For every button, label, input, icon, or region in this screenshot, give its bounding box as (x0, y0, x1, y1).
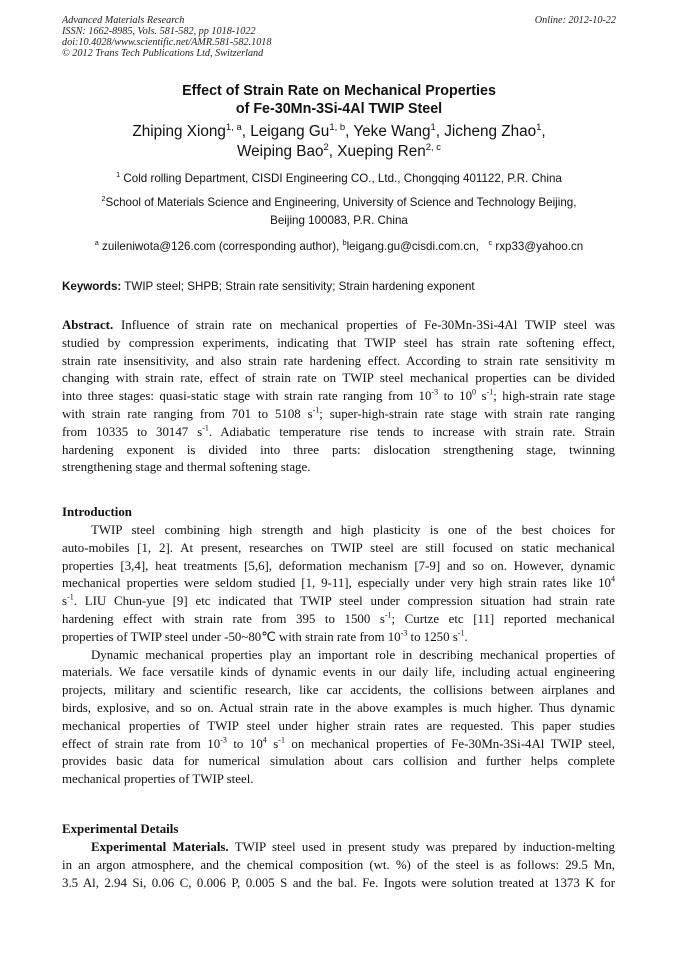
text: to 10 (226, 736, 263, 751)
online-date: Online: 2012-10-22 (534, 15, 616, 26)
abstract-line: strengthening stage and thermal softening stage. (62, 460, 311, 475)
text: s (62, 594, 68, 609)
author-name: Zhiping Xiong (132, 123, 226, 140)
text: TWIP steel used in present study was prepared by induction-melting (228, 840, 615, 854)
author-mark: 2 (323, 141, 329, 153)
exp-line (62, 839, 615, 857)
intro-line (62, 611, 615, 629)
author-mark: 1, b (329, 121, 346, 133)
text: -3 (400, 628, 408, 638)
abstract-label: Abstract. (62, 318, 114, 332)
exp-line: 3.5 Al, 2.94 Si, 0.06 C, 0.006 P, 0.005 S and the bal. Fe. Ingots were solution treated at 1373 K for (62, 875, 615, 890)
affiliation-mark: 1 (116, 170, 121, 180)
introduction-body (62, 522, 615, 789)
paper-title (0, 82, 678, 118)
intro-line: materials. We face versatile kinds of dynamic events in our daily life, including actual engineering (62, 665, 615, 680)
author-name: Yeke Wang (353, 123, 431, 140)
text: -3 (431, 387, 439, 397)
introduction-heading: Introduction (62, 505, 132, 519)
text: -1 (67, 592, 74, 602)
author-mark: 1 (536, 121, 542, 133)
author-line-1: Zhiping Xiong$^{1, a}$, Leigang Gu$^{1, b}$, Yeke Wang$^1$, Jicheng Zhao$^1$, (132, 121, 546, 140)
email-a[interactable]: zuileniwota@126.com (corresponding author), (102, 240, 340, 253)
title-line-2: of Fe-30Mn-3Si-4Al TWIP Steel (235, 101, 443, 117)
author-mark: 1, a (225, 121, 242, 133)
email-mark: a (94, 238, 99, 248)
intro-line: Dynamic mechanical properties play an important role in describing mechanical properties of (91, 647, 615, 662)
text: -3 (220, 735, 227, 745)
author-mark: 2, c (425, 141, 441, 153)
text: 4 (611, 575, 615, 585)
text: from 10335 to 30147 s (62, 424, 203, 439)
text: 0 (472, 387, 477, 397)
intro-line: properties [3,4], heat treatments [5,6], deformation mechanism [7-9] and so on. However, dynamic (62, 558, 615, 573)
text: properties of TWIP steel under -50~80℃ with strain rate from 10 (62, 629, 401, 644)
author-name: Weiping Bao (237, 143, 324, 160)
author-name: Leigang Gu (250, 123, 330, 140)
email-mark: b (342, 238, 347, 248)
subheading: Experimental Materials. (91, 840, 229, 854)
text: -1 (486, 387, 494, 397)
intro-line: mechanical properties of TWIP steel. (62, 772, 254, 787)
text: . (464, 629, 468, 644)
text: mechanical properties were seldom studied [1, 9-11], especially under very high strain rates like 10 (62, 576, 611, 591)
text: s (266, 736, 279, 751)
text: . Adiabatic temperature rise tends to increase with strain rate. Strain (208, 424, 615, 439)
author-line-2: Weiping Bao$^2$, Xueping Ren$^{2, c}$ (237, 141, 441, 160)
affiliation-1 (0, 170, 678, 188)
text: to 10 (438, 389, 473, 404)
text: into three stages: quasi-static stage with strain rate ranging from 10 (62, 389, 432, 404)
keywords-text: TWIP steel; SHPB; Strain rate sensitivity; Strain hardening exponent (124, 280, 475, 293)
affiliation-2 (0, 194, 678, 230)
email-line (0, 238, 678, 256)
intro-line: projects, military and scientific research, like car accidents, the collisions between airplanes and (62, 683, 615, 698)
abstract-line: studied by compression experiments, indicating that TWIP steel has strain rate softening effect, (62, 335, 615, 350)
intro-line: provides basic data for numerical simulation about cars collision and further helps complete (62, 754, 615, 769)
intro-line (62, 629, 615, 647)
text: -1 (384, 610, 392, 620)
abstract-line: changing with strain rate, effect of strain rate on TWIP steel mechanical properties can be divided (62, 371, 615, 386)
text: s (476, 389, 487, 404)
exp-line: in an argon atmosphere, and the chemical composition (wt. %) of the steel is as follows: 29.5 Mn, (62, 857, 615, 872)
text: ; Curtze etc [11] reported mechanical (391, 611, 615, 626)
email-mark: c (488, 238, 493, 248)
abstract-line (62, 406, 615, 424)
journal-header (62, 15, 271, 59)
keywords (62, 280, 475, 293)
abstract-line: hardening exponent is divided into three parts: dislocation strengthening stage, twinning (62, 442, 615, 457)
abstract-line (62, 317, 615, 335)
affiliation-text: Cold rolling Department, CISDI Engineering CO., Ltd., Chongqing 401122, P.R. China (123, 172, 562, 185)
intro-line (62, 593, 615, 611)
email-c[interactable]: rxp33@yahoo.cn (495, 240, 584, 253)
author-name: Jicheng Zhao (444, 123, 537, 140)
text: effect of strain rate from 10 (62, 736, 221, 751)
text: on mechanical properties of Fe-30Mn-3Si-4Al TWIP steel, (284, 736, 615, 751)
text: Influence of strain rate on mechanical properties of Fe-30Mn-3Si-4Al TWIP steel was (120, 318, 615, 332)
email-b[interactable]: leigang.gu@cisdi.com.cn, (346, 240, 479, 253)
title-line-1: Effect of Strain Rate on Mechanical Properties (182, 83, 496, 99)
affiliation-mark: 2 (101, 194, 106, 204)
text: hardening effect with strain rate from 395 to 1500 s (62, 611, 385, 626)
intro-line: birds, explosive, and so on. Actual strain rate in the above examples is much higher. Thus dynamic (62, 700, 615, 715)
copyright: © 2012 Trans Tech Publications Ltd, Switzerland (62, 48, 264, 59)
affiliation-text: Beijing 100083, P.R. China (270, 214, 408, 227)
journal-name: Advanced Materials Research (62, 15, 185, 26)
abstract-line: strain rate insensitivity, and also strain rate hardening effect. According to strain rate sensitivity m (62, 353, 615, 368)
intro-line (62, 575, 615, 593)
doi[interactable]: doi:10.4028/www.scientific.net/AMR.581-582.1018 (62, 37, 272, 48)
abstract-line (62, 388, 615, 406)
text: ; super-high-strain rate stage with strain rate ranging (319, 406, 616, 421)
author-name: Xueping Ren (337, 143, 426, 160)
experimental-heading: Experimental Details (62, 822, 179, 836)
abstract (62, 317, 615, 477)
text: 4 (262, 735, 267, 745)
intro-line: TWIP steel combining high strength and high plasticity is one of the best choices for (91, 523, 615, 537)
intro-line: auto-mobiles [1, 2]. At present, researches on TWIP steel are still focused on static mechanical (62, 540, 615, 555)
text: -1 (278, 735, 285, 745)
text: to 1250 s (407, 629, 458, 644)
text: -1 (312, 405, 320, 415)
abstract-line (62, 424, 615, 442)
intro-line (62, 736, 615, 754)
text: . LIU Chun-yue [9] etc indicated that TWIP steel under compression situation had strain rate (73, 594, 615, 609)
issn: ISSN: 1662-8985, Vols. 581-582, pp 1018-1022 (62, 26, 256, 37)
experimental-body (62, 839, 615, 892)
author-list (0, 122, 678, 162)
intro-line: mechanical properties of TWIP steel under higher strain rates are requested. This paper studies (62, 718, 615, 733)
text: ; high-strain rate stage (493, 389, 615, 404)
keywords-label: Keywords: (62, 280, 122, 293)
author-mark: 1 (430, 121, 436, 133)
text: with strain rate ranging from 701 to 5108 s (62, 406, 313, 421)
affiliation-text: School of Materials Science and Engineering, University of Science and Technology Beijing, (105, 196, 577, 209)
text: -1 (457, 628, 465, 638)
text: -1 (202, 423, 209, 433)
